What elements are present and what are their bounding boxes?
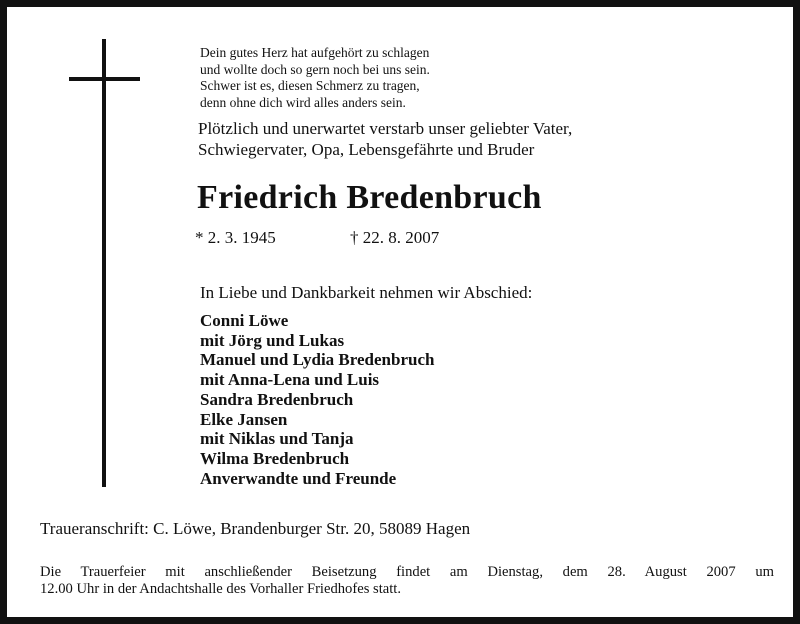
list-item: Manuel und Lydia Bredenbruch [200,350,435,370]
ceremony-line: 12.00 Uhr in der Andachtshalle des Vorhaller Friedhofes statt. [40,581,401,597]
mourners-list [200,311,434,488]
poem [200,45,430,111]
list-item: mit Jörg und Lukas [200,330,345,350]
poem-line: Dein gutes Herz hat aufgehört zu schlagen [200,45,430,60]
list-item: mit Anna-Lena und Luis [200,370,380,390]
birth-date: * 2. 3. 1945 [195,228,276,247]
intro-line: Plötzlich und unerwartet verstarb unser geliebter Vater, [198,119,573,138]
list-item: Wilma Bredenbruch [200,448,350,468]
list-item: Conni Löwe [200,311,289,330]
list-item: Anverwandte und Freunde [200,468,397,488]
mourning-address: Traueranschrift: C. Löwe, Brandenburger Str. 20, 58089 Hagen [40,519,471,538]
poem-line: denn ohne dich wird alles anders sein. [200,94,406,110]
death-date: † 22. 8. 2007 [350,228,440,247]
deceased-name: Friedrich Bredenbruch [197,179,542,216]
list-item: Elke Jansen [200,409,288,429]
ceremony-line: Die Trauerfeier mit anschließender Beisetzung findet am Dienstag, dem 28. August 2007 um [40,564,774,580]
list-item: mit Niklas und Tanja [200,429,354,449]
intro-text [198,118,572,160]
cross-icon-horizontal [69,77,140,81]
intro-line: Schwiegervater, Opa, Lebensgefährte und Bruder [198,140,535,159]
farewell-text: In Liebe und Dankbarkeit nehmen wir Abschied: [200,283,533,302]
poem-line: und wollte doch so gern noch bei uns sein. [200,61,430,77]
cross-icon-vertical [102,39,106,487]
poem-line: Schwer ist es, diesen Schmerz zu tragen, [200,78,420,93]
ceremony-info [40,564,774,598]
list-item: Sandra Bredenbruch [200,389,354,409]
